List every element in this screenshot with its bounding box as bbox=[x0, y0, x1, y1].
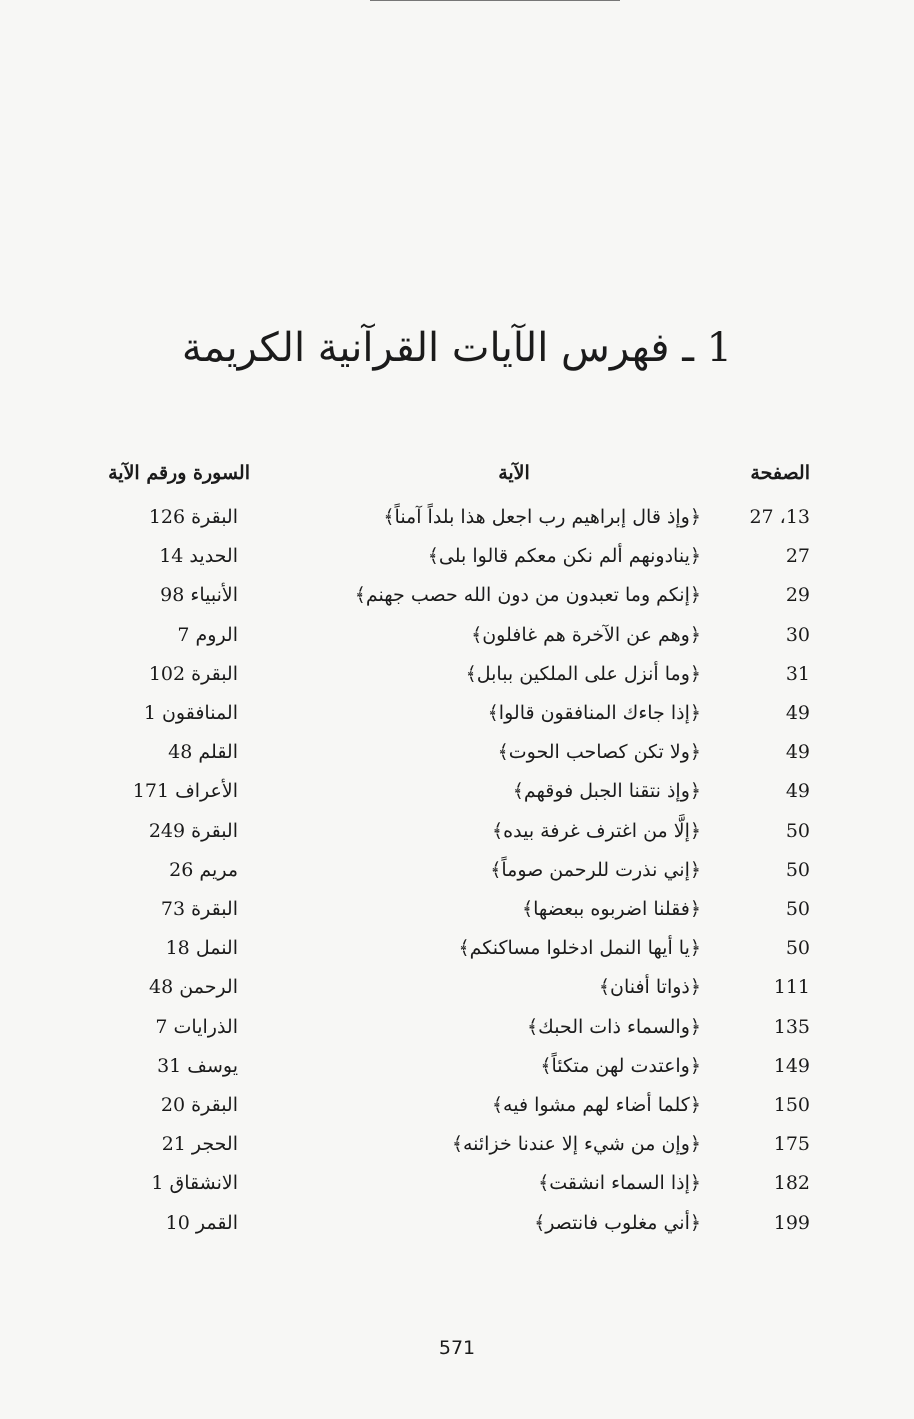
row-page: 50 bbox=[785, 858, 810, 881]
row-page: 199 bbox=[773, 1211, 810, 1234]
table-row bbox=[0, 506, 914, 544]
table-row bbox=[0, 663, 914, 701]
row-surah: القلم 48 bbox=[168, 741, 238, 764]
row-page: 49 bbox=[785, 702, 810, 724]
row-surah: البقرة 20 bbox=[160, 1094, 238, 1116]
row-page: 111 bbox=[773, 976, 810, 999]
row-ayah: ﴿أني مغلوب فانتصر﴾ bbox=[534, 1211, 701, 1234]
row-surah: الروم 7 bbox=[177, 623, 238, 646]
row-page: 29 bbox=[785, 584, 810, 607]
row-page: 30 bbox=[785, 623, 810, 646]
table-row bbox=[0, 1212, 914, 1250]
row-ayah: ﴿وما أنزل على الملكين ببابل﴾ bbox=[465, 662, 701, 685]
row-ayah: ﴿إذا السماء انشقت﴾ bbox=[538, 1172, 701, 1195]
row-page: 50 bbox=[785, 937, 810, 960]
row-surah: الحديد 14 bbox=[159, 545, 238, 568]
row-ayah: ﴿وإذ نتقنا الجبل فوقهم﴾ bbox=[512, 780, 701, 803]
row-surah: القمر 10 bbox=[165, 1211, 238, 1234]
row-surah: يوسف 31 bbox=[157, 1054, 238, 1077]
row-page: 50 bbox=[785, 819, 810, 842]
row-ayah: ﴿كلما أضاء لهم مشوا فيه﴾ bbox=[491, 1094, 701, 1116]
table-row bbox=[0, 898, 914, 936]
row-ayah: ﴿إني نذرت للرحمن صوماً﴾ bbox=[490, 858, 701, 881]
top-rule bbox=[370, 0, 620, 1]
page-number: 571 bbox=[438, 1337, 476, 1359]
row-ayah: ﴿ينادونهم ألم نكن معكم قالوا بلى﴾ bbox=[427, 545, 701, 568]
table-row bbox=[0, 1094, 914, 1132]
row-page: 182 bbox=[773, 1172, 810, 1195]
table-row bbox=[0, 1133, 914, 1171]
row-surah: الأنبياء 98 bbox=[160, 584, 238, 607]
row-page: 149 bbox=[773, 1054, 810, 1077]
row-ayah: ﴿وهم عن الآخرة هم غافلون﴾ bbox=[471, 623, 701, 646]
row-ayah: ﴿يا أيها النمل ادخلوا مساكنكم﴾ bbox=[458, 937, 701, 960]
row-surah: النمل 18 bbox=[165, 937, 238, 960]
table-row bbox=[0, 859, 914, 897]
row-surah: البقرة 73 bbox=[160, 898, 238, 920]
row-surah: البقرة 102 bbox=[148, 662, 238, 685]
row-surah: الحجر 21 bbox=[161, 1133, 238, 1156]
row-page: 50 bbox=[785, 898, 810, 920]
table-row bbox=[0, 820, 914, 858]
row-page: 175 bbox=[773, 1133, 810, 1156]
row-surah: الانشقاق 1 bbox=[151, 1172, 238, 1195]
row-surah: الأعراف 171 bbox=[132, 780, 238, 803]
row-page: 49 bbox=[785, 780, 810, 803]
table-header bbox=[0, 462, 914, 500]
row-ayah: ﴿والسماء ذات الحبك﴾ bbox=[527, 1015, 701, 1038]
row-ayah: ﴿إذا جاءك المنافقون قالوا﴾ bbox=[487, 702, 701, 724]
table-row bbox=[0, 624, 914, 662]
header-surah: السورة ورقم الآية bbox=[108, 462, 250, 484]
row-ayah: ﴿واعتدت لهن متكئاً﴾ bbox=[540, 1054, 701, 1077]
table-row bbox=[0, 545, 914, 583]
row-ayah: ﴿فقلنا اضربوه ببعضها﴾ bbox=[521, 898, 701, 920]
row-ayah: ﴿وإن من شيء إلا عندنا خزائنه﴾ bbox=[451, 1133, 701, 1156]
table-row bbox=[0, 1016, 914, 1054]
table-row bbox=[0, 1055, 914, 1093]
table-row bbox=[0, 584, 914, 622]
row-surah: مريم 26 bbox=[169, 858, 238, 881]
row-page: 27 bbox=[785, 545, 810, 568]
header-page: الصفحة bbox=[750, 462, 810, 484]
table-row bbox=[0, 780, 914, 818]
header-ayah: الآية bbox=[498, 462, 530, 484]
row-page: 135 bbox=[773, 1015, 810, 1038]
row-ayah: ﴿إنكم وما تعبدون من دون الله حصب جهنم﴾ bbox=[354, 584, 701, 607]
row-surah: الذرايات 7 bbox=[155, 1015, 238, 1038]
row-ayah: ﴿وإذ قال إبراهيم رب اجعل هذا بلداً آمناً﴾ bbox=[383, 506, 701, 528]
row-surah: البقرة 126 bbox=[148, 506, 238, 528]
row-surah: المنافقون 1 bbox=[143, 702, 238, 724]
table-row bbox=[0, 702, 914, 740]
page-title: 1 ـ فهرس الآيات القرآنية الكريمة bbox=[181, 325, 733, 371]
row-page: 150 bbox=[773, 1094, 810, 1116]
row-page: 13، 27 bbox=[749, 506, 810, 528]
row-surah: البقرة 249 bbox=[148, 819, 238, 842]
table-row bbox=[0, 937, 914, 975]
table-row bbox=[0, 1172, 914, 1210]
row-ayah: ﴿ولا تكن كصاحب الحوت﴾ bbox=[497, 741, 701, 764]
row-page: 49 bbox=[785, 741, 810, 764]
table-row bbox=[0, 976, 914, 1014]
row-ayah: ﴿إلَّا من اغترف غرفة بيده﴾ bbox=[492, 819, 701, 842]
row-surah: الرحمن 48 bbox=[149, 976, 238, 999]
row-ayah: ﴿ذواتا أفنان﴾ bbox=[598, 976, 701, 999]
row-page: 31 bbox=[785, 662, 810, 685]
table-row bbox=[0, 741, 914, 779]
